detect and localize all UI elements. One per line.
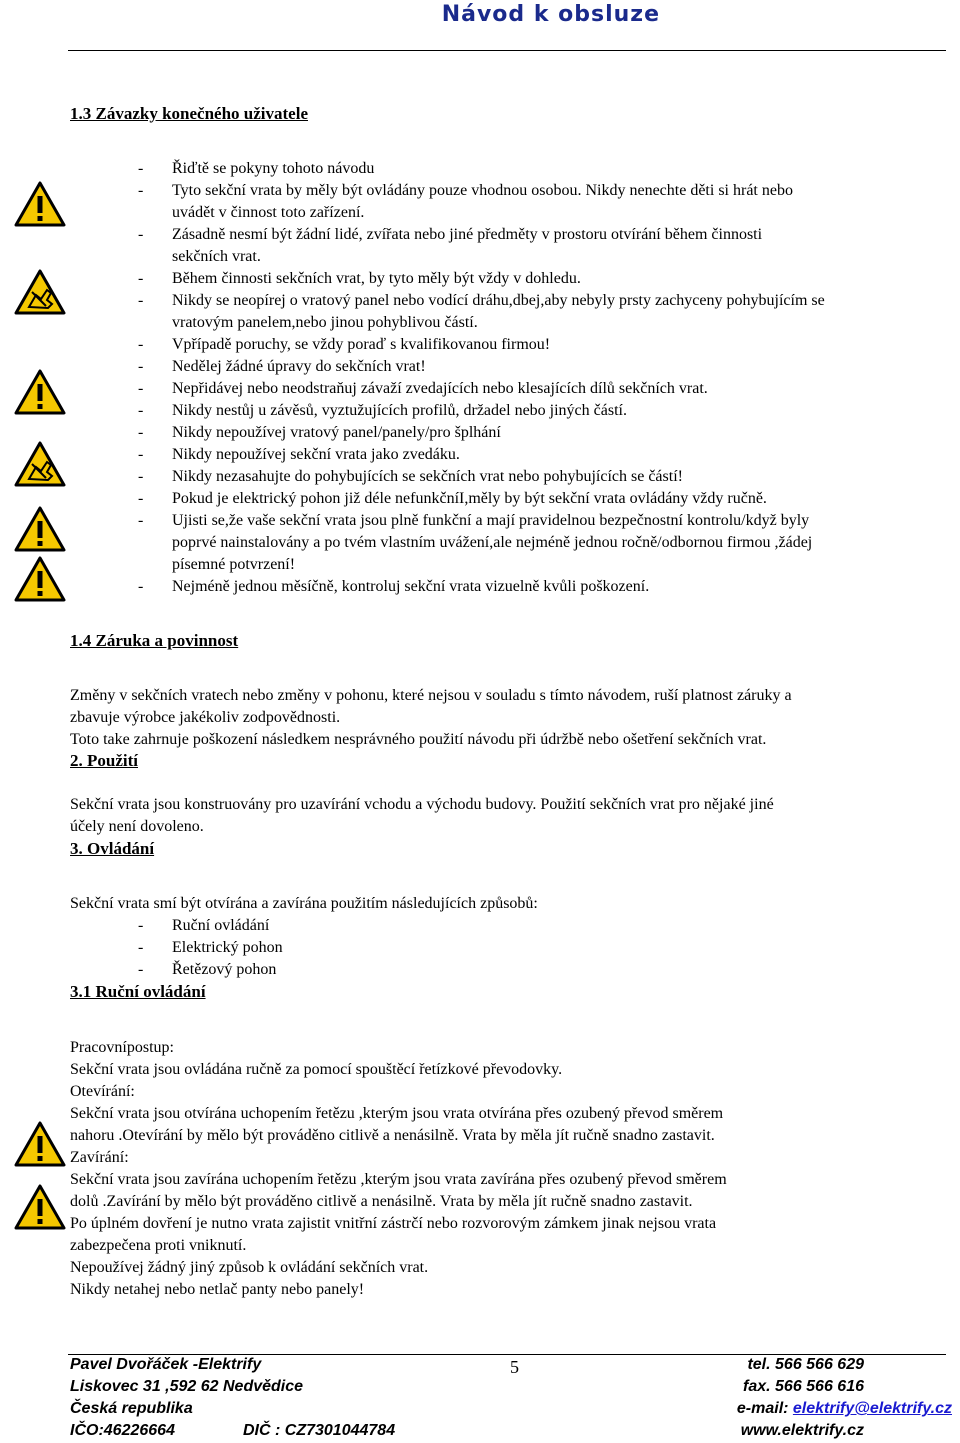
paragraph-line: Sekční vrata jsou otvírána uchopením řetězu ,kterým jsou vrata otvírána přes ozubený převod směrem	[70, 1105, 724, 1122]
footer-country: Česká republika	[70, 1400, 193, 1417]
warning-triangle-icon	[14, 505, 66, 553]
list-item-text: Vpřípadě poruchy, se vždy poraď s kvalifikovanou firmou!	[172, 336, 551, 353]
list-dash: -	[138, 939, 144, 956]
section-heading: 2. Použití	[70, 751, 138, 770]
paragraph-line: Nikdy netahej nebo netlač panty nebo panely!	[70, 1281, 365, 1298]
document-title: Návod k obsluze	[441, 2, 660, 27]
warning-triangle-icon	[14, 368, 66, 416]
list-dash: -	[138, 490, 144, 507]
footer-address: Liskovec 31 ,592 62 Nedvědice	[70, 1378, 304, 1395]
footer-tel: tel. 566 566 629	[747, 1356, 864, 1373]
list-dash: -	[138, 270, 144, 287]
list-item: Řetězový pohon	[172, 961, 277, 978]
list-dash: -	[138, 446, 144, 463]
list-item-text: Ujisti se,že vaše sekční vrata jsou plně funkční a mají pravidelnou bezpečnostní kontrolu/když byly	[172, 512, 810, 529]
list-item-text: Nepřidávej nebo neodstraňuj závaží zvedajících nebo klesajících dílů sekčních vrat.	[172, 380, 708, 397]
section-heading: 3.1 Ruční ovládání	[70, 982, 206, 1001]
footer-web[interactable]: www.elektrify.cz	[740, 1422, 864, 1439]
paragraph-line: Otevírání:	[70, 1083, 135, 1100]
list-item-text: poprvé nainstalovány a po tvém vlastním uvážení,ale nejméně jednou ročně/odbornou firmou ,žádej	[172, 534, 813, 551]
list-dash: -	[138, 358, 144, 375]
list-dash: -	[138, 336, 144, 353]
list-dash: -	[138, 917, 144, 934]
list-item-text: Nikdy nestůj u závěsů, vyztužujících profilů, držadel nebo jiných částí.	[172, 402, 627, 419]
page-number: 5	[510, 1357, 519, 1377]
paragraph-line: dolů .Zavírání by mělo být prováděno citlivě a nenásilně. Vrata by měla jít ručně snadno zastavit.	[70, 1193, 693, 1210]
email-link[interactable]: elektrify@elektrify.cz	[792, 1400, 952, 1417]
footer-email	[737, 1398, 952, 1420]
list-dash: -	[138, 226, 144, 243]
list-item-text: Nikdy nezasahujte do pohybujících se sekčních vrat nebo pohybujících se částí!	[172, 468, 683, 485]
hand-crush-warning-icon	[14, 268, 66, 316]
list-dash: -	[138, 380, 144, 397]
list-item: Elektrický pohon	[172, 939, 283, 956]
list-item-text: Nikdy nepoužívej sekční vrata jako zvedáku.	[172, 446, 460, 463]
paragraph-line: Sekční vrata smí být otvírána a zavírána použitím následujících způsobů:	[70, 895, 538, 912]
footer-company: Pavel Dvořáček -Elektrify	[70, 1356, 262, 1373]
paragraph-line: Sekční vrata jsou zavírána uchopením řetězu ,kterým jsou vrata zavírána přes ozubený převod směrem	[70, 1171, 727, 1188]
list-item-text: sekčních vrat.	[172, 248, 261, 265]
list-dash: -	[138, 160, 144, 177]
list-dash: -	[138, 961, 144, 978]
footer-ico: IČO:46226664	[70, 1422, 175, 1439]
section-heading: 1.3 Závazky konečného uživatele	[70, 104, 308, 123]
paragraph-line: nahoru .Otevírání by mělo být prováděno citlivě a nenásilně. Vrata by měla jít ručně snadno zastavit.	[70, 1127, 715, 1144]
header-rule	[68, 50, 946, 51]
list-item-text: Pokud je elektrický pohon již déle nefunkčníI,měly by být sekční vrata ovládány vždy ručně.	[172, 490, 767, 507]
paragraph-line: Nepoužívej žádný jiný způsob k ovládání sekčních vrat.	[70, 1259, 429, 1276]
list-item-text: Nikdy nepoužívej vratový panel/panely/pro šplhání	[172, 424, 501, 441]
warning-triangle-icon	[14, 1183, 66, 1231]
list-item-text: Zásadně nesmí být žádní lidé, zvířata nebo jiné předměty v prostoru otvírání během činnosti	[172, 226, 763, 243]
paragraph-line: zabezpečena proti vniknutí.	[70, 1237, 247, 1254]
warning-triangle-icon	[14, 555, 66, 603]
footer-fax: fax. 566 566 616	[743, 1378, 864, 1395]
hand-crush-warning-icon	[14, 440, 66, 488]
list-item-text: Během činnosti sekčních vrat, by tyto měly být vždy v dohledu.	[172, 270, 581, 287]
paragraph-line: Sekční vrata jsou konstruovány pro uzavírání vchodu a východu budovy. Použití sekčních vrat pro nějaké jiné	[70, 796, 774, 813]
list-item-text: vratovým panelem,nebo jinou pohyblivou částí.	[172, 314, 478, 331]
warning-triangle-icon	[14, 180, 66, 228]
list-dash: -	[138, 292, 144, 309]
list-item-text: písemné potvrzení!	[172, 556, 296, 573]
list-item-text: Řiďtě se pokyny tohoto návodu	[172, 160, 375, 177]
warning-triangle-icon	[14, 1120, 66, 1168]
list-item: Ruční ovládání	[172, 917, 270, 934]
email-label: e-mail:	[736, 1400, 793, 1417]
list-item-text: uvádět v činnost toto zařízení.	[172, 204, 365, 221]
section-heading: 3. Ovládání	[70, 839, 155, 858]
paragraph-line: Změny v sekčních vratech nebo změny v pohonu, které nejsou v souladu s tímto návodem, ruší platnost záruky a	[70, 687, 792, 704]
list-dash: -	[138, 402, 144, 419]
list-dash: -	[138, 424, 144, 441]
paragraph-line: Zavírání:	[70, 1149, 129, 1166]
paragraph-line: Po úplném dovření je nutno vrata zajistit vnitřní zástrčí nebo rozvorovým zámkem jinak nejsou vrata	[70, 1215, 717, 1232]
list-item-text: Nejméně jednou měsíčně, kontroluj sekční vrata vizuelně kvůli poškození.	[172, 578, 650, 595]
list-item-text: Tyto sekční vrata by měly být ovládány pouze vhodnou osobou. Nikdy nenechte děti si hrát nebo	[172, 182, 793, 199]
paragraph-line: Pracovnípostup:	[70, 1039, 174, 1056]
paragraph-line: účely není dovoleno.	[70, 818, 204, 835]
list-dash: -	[138, 182, 144, 199]
paragraph-line: Sekční vrata jsou ovládána ručně za pomocí spouštěcí řetízkové převodovky.	[70, 1061, 563, 1078]
list-dash: -	[138, 468, 144, 485]
list-item-text: Nikdy se neopírej o vratový panel nebo vodící dráhu,dbej,aby nebyly prsty zachyceny pohybujícím se	[172, 292, 825, 309]
list-dash: -	[138, 512, 144, 529]
section-heading: 1.4 Záruka a povinnost	[70, 631, 239, 650]
footer-dic: DIČ : CZ7301044784	[243, 1422, 396, 1439]
paragraph-line: zbavuje výrobce jakékoliv zodpovědnosti.	[70, 709, 341, 726]
paragraph-line: Toto take zahrnuje poškození následkem nesprávného použití návodu při údržbě nebo ošetření sekčních vrat.	[70, 731, 767, 748]
list-item-text: Nedělej žádné úpravy do sekčních vrat!	[172, 358, 426, 375]
list-dash: -	[138, 578, 144, 595]
